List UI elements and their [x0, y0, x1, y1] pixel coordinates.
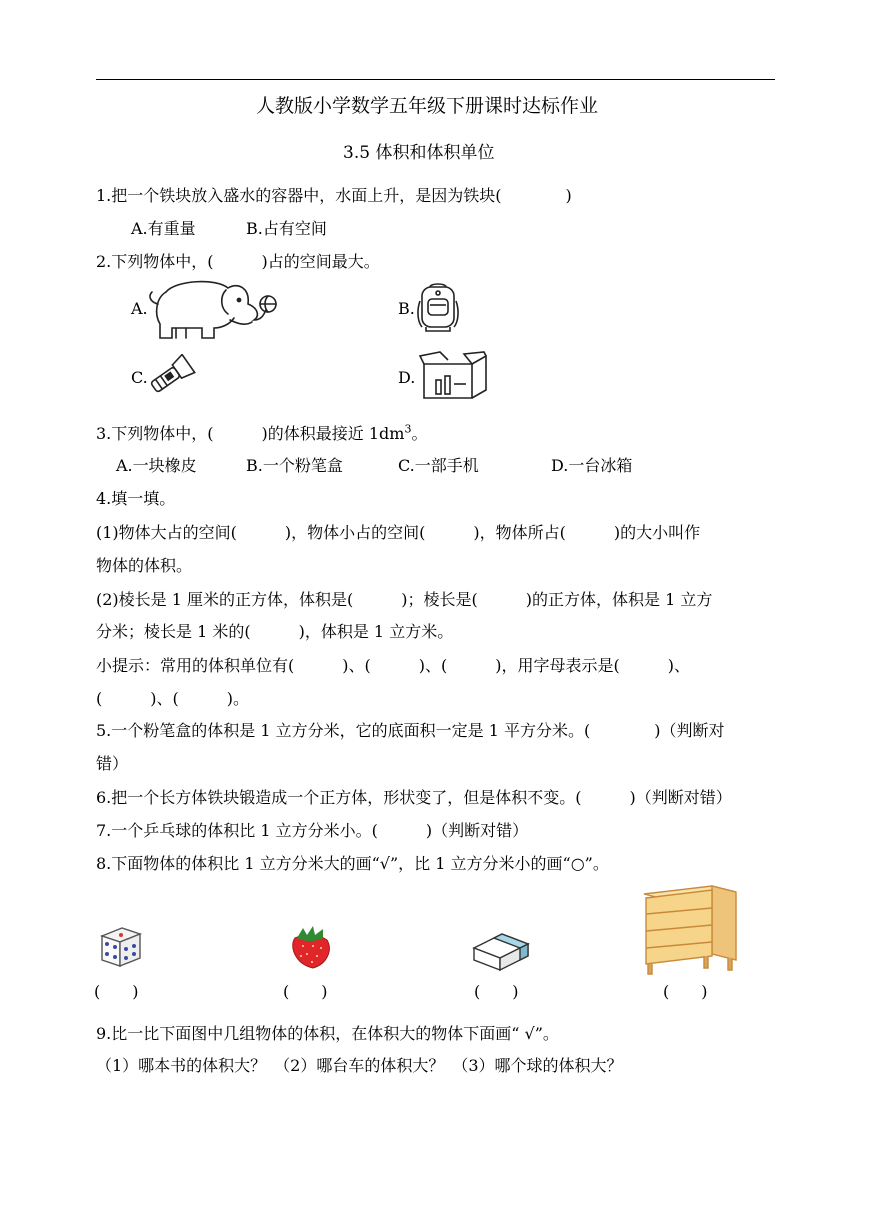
q3-option-b: B.一个粉笔盒	[246, 456, 343, 475]
q4-tip-line1: 小提示：常用的体积单位有( )、( )、( )，用字母表示是( )、	[96, 656, 690, 675]
q9-subquestions: （1）哪本书的体积大？ （2）哪台车的体积大？ （3）哪个球的体积大？	[96, 1056, 623, 1075]
q2-stem: 2.下列物体中，( )占的空间最大。	[96, 252, 380, 271]
q3-superscript: 3	[404, 422, 412, 436]
q3-stem-end: 。	[411, 424, 428, 443]
header-rule	[96, 79, 775, 80]
q4-part1-line2: 物体的体积。	[96, 556, 193, 575]
q2-option-b: B.	[398, 299, 415, 318]
q3-option-d: D.一台冰箱	[551, 456, 633, 475]
q8-stem: 8.下面物体的体积比 1 立方分米大的画“√”，比 1 立方分米小的画“○”。	[96, 854, 609, 873]
strawberry-icon	[287, 924, 335, 970]
eraser-icon	[472, 924, 530, 972]
q4-part1-line1: (1)物体大占的空间( )，物体小占的空间( )，物体所占( )的大小叫作	[96, 523, 701, 542]
q5-line2: 错）	[96, 754, 129, 773]
q3-option-c: C.一部手机	[398, 456, 479, 475]
q1-option-b: B.占有空间	[246, 219, 327, 238]
dice-icon	[98, 924, 144, 970]
q9-stem: 9.比一比下面图中几组物体的体积，在体积大的物体下面画“ √”。	[96, 1024, 559, 1043]
q4-tip-line2: ( )、( )。	[96, 689, 249, 708]
flashlight-icon	[146, 354, 198, 396]
backpack-icon	[416, 281, 460, 333]
q8-blank-eraser[interactable]: ( )	[474, 982, 519, 1001]
q4-part2-line1: (2)棱长是 1 厘米的正方体，体积是( )；棱长是( )的正方体，体积是 1 立方	[96, 590, 713, 609]
q2-option-a: A.	[131, 299, 148, 318]
cabinet-icon	[642, 884, 738, 976]
q3-option-a: A.一块橡皮	[116, 456, 197, 475]
q5-line1: 5.一个粉笔盒的体积是 1 立方分米，它的底面积一定是 1 平方分米。( )（判断对	[96, 721, 725, 740]
page-subtitle: 3.5 体积和体积单位	[343, 143, 495, 163]
q8-blank-dice[interactable]: ( )	[94, 982, 139, 1001]
q6-line1: 6.把一个长方体铁块锻造成一个正方体，形状变了，但是体积不变。( )（判断对错）	[96, 788, 732, 807]
elephant-icon	[146, 274, 280, 344]
page-title: 人教版小学数学五年级下册课时达标作业	[256, 95, 599, 117]
q1-stem: 1.把一个铁块放入盛水的容器中，水面上升，是因为铁块( )	[96, 186, 572, 205]
q4-stem: 4.填一填。	[96, 489, 176, 508]
box-icon	[418, 350, 492, 400]
q3-stem-text: 3.下列物体中，( )的体积最接近 1dm	[96, 424, 405, 443]
q8-blank-cabinet[interactable]: ( )	[663, 982, 708, 1001]
q1-option-a: A.有重量	[131, 219, 196, 238]
q8-blank-strawberry[interactable]: ( )	[283, 982, 328, 1001]
q3-stem	[96, 424, 427, 444]
q2-option-c: C.	[131, 368, 148, 387]
q7-line1: 7.一个乒乓球的体积比 1 立方分米小。( )（判断对错）	[96, 821, 529, 840]
q2-option-d: D.	[398, 368, 416, 387]
q4-part2-line2: 分米；棱长是 1 米的( )，体积是 1 立方米。	[96, 622, 454, 641]
